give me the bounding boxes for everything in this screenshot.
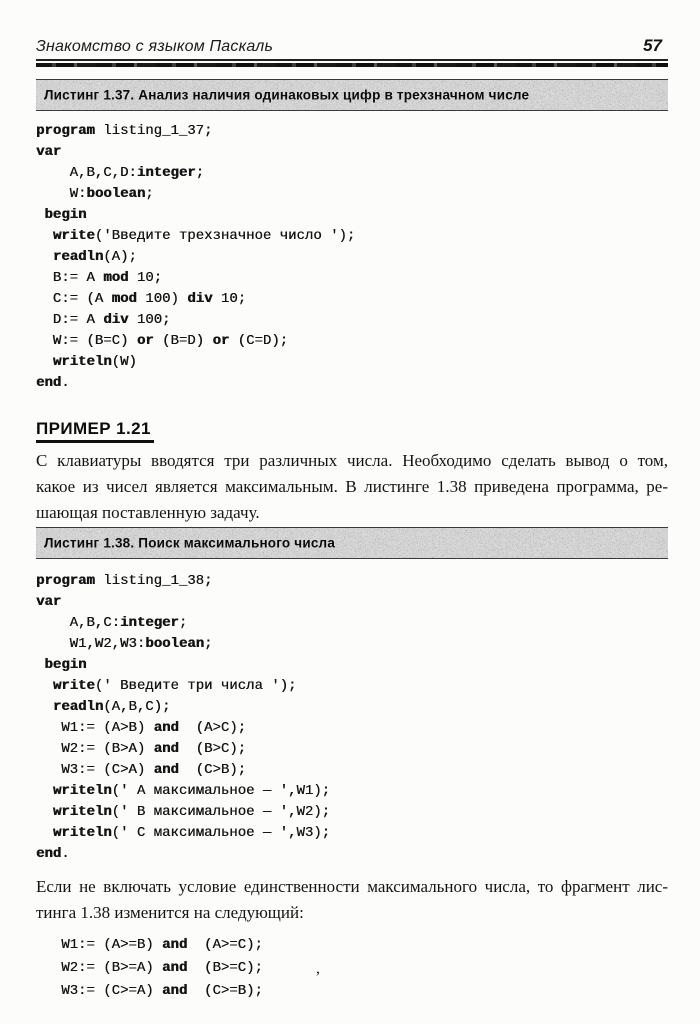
code-line: begin <box>44 657 87 673</box>
code-line: end. <box>36 375 70 391</box>
code-line: W:boolean; <box>36 186 154 202</box>
code-line: B:= A mod 10; <box>36 270 163 286</box>
code-line: readln(A); <box>52 249 137 265</box>
page-number: 57 <box>643 36 662 55</box>
code-line: W2:= (B>A) and (B>C); <box>36 741 247 757</box>
code-line: writeln(W) <box>52 354 137 370</box>
code-line: D:= A div 100; <box>36 312 171 328</box>
code-line: write(' Введите три числа '); <box>52 678 297 694</box>
running-header <box>36 34 668 56</box>
example-paragraph <box>36 448 668 526</box>
listing-1-38-caption-bar <box>36 527 668 559</box>
example-heading-text: ПРИМЕР 1.21 <box>36 419 154 443</box>
listing-1-37-caption-bar <box>36 79 668 111</box>
code-line: writeln(' A максимальное — ',W1); <box>52 783 331 799</box>
header-rule-thick-line <box>36 63 668 67</box>
example-heading <box>36 419 668 443</box>
listing-1-37-caption: Листинг 1.37. Анализ наличия одинаковых цифр в трехзначном числе <box>44 87 530 103</box>
paragraph-line: Если не включать условие единственности максимального числа, то фрагмент лис- <box>36 877 668 896</box>
paragraph-line: шающая поставленную задачу. <box>36 503 260 522</box>
chapter-title: Знакомство с языком Паскаль <box>36 38 274 55</box>
code-line: var <box>36 594 62 610</box>
code-line: writeln(' B максимальное — ',W2); <box>52 804 331 820</box>
code-line: W1:= (A>B) and (A>C); <box>36 720 247 736</box>
code-line: W3:= (C>A) and (C>B); <box>36 762 247 778</box>
code-line: W2:= (B>=A) and (B>=C); <box>36 960 263 976</box>
code-line: W1:= (A>=B) and (A>=C); <box>36 937 263 953</box>
code-line: A,B,C,D:integer; <box>36 165 205 181</box>
code-line: A,B,C:integer; <box>36 615 188 631</box>
code-line: W1,W2,W3:boolean; <box>36 636 213 652</box>
code-line: write('Введите трехзначное число '); <box>52 228 356 244</box>
paragraph-line: какое из чисел является максимальным. В листинге 1.38 приведена программа, ре- <box>36 477 668 496</box>
listing-1-37-code <box>36 121 668 394</box>
paragraph-line: С клавиатуры вводятся три различных числа. Необходимо сделать вывод о том, <box>36 451 668 470</box>
code-line: program listing_1_37; <box>36 123 213 139</box>
listing-1-38-caption: Листинг 1.38. Поиск максимального числа <box>44 535 336 551</box>
code-line: readln(A,B,C); <box>52 699 171 715</box>
paragraph-line: тинга 1.38 изменится на следующий: <box>36 903 304 922</box>
code-line: W3:= (C>=A) and (C>=B); <box>36 983 263 999</box>
scan-artifact-comma: , <box>316 960 320 977</box>
closing-paragraph <box>36 874 668 926</box>
code-line: program listing_1_38; <box>36 573 213 589</box>
listing-1-38-code <box>36 571 668 865</box>
code-line: begin <box>44 207 87 223</box>
code-line: C:= (A mod 100) div 10; <box>36 291 247 307</box>
code-line: W:= (B=C) or (B=D) or (C=D); <box>36 333 289 349</box>
code-line: writeln(' C максимальное — ',W3); <box>52 825 331 841</box>
header-rule <box>36 59 668 67</box>
code-line: var <box>36 144 62 160</box>
code-line: end. <box>36 846 70 862</box>
fragment-code <box>36 934 668 1003</box>
